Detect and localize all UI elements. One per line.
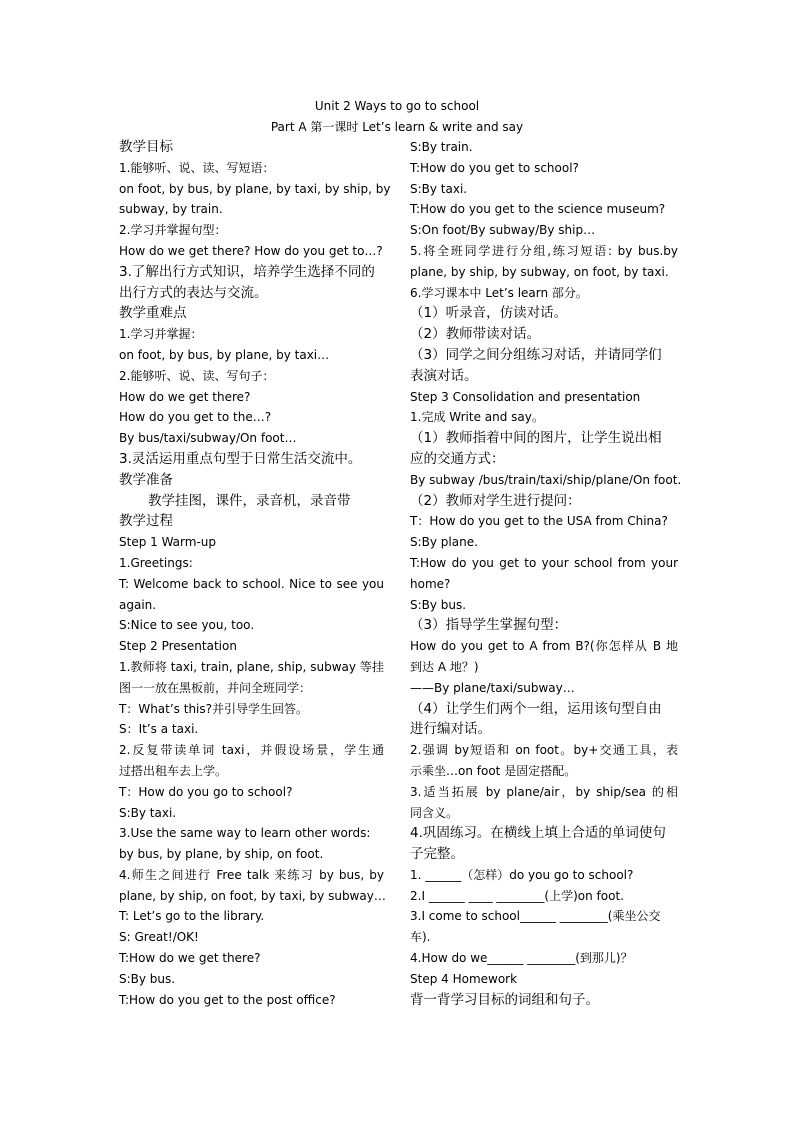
text-line: T：How do you get to the USA from China? bbox=[410, 514, 668, 529]
text-line: 3.I come to school______ ________(乘坐公交 bbox=[410, 909, 661, 924]
text-line: 教学准备 bbox=[119, 471, 173, 488]
text-line: S:By train. bbox=[410, 140, 473, 154]
text-line: （2）教师带读对话。 bbox=[410, 326, 541, 343]
text-line: 1.能够听、说、读、写短语： bbox=[119, 160, 275, 175]
text-line: T:How do you get to the science museum? bbox=[410, 202, 666, 217]
text-line: 到达 A 地？) bbox=[410, 659, 479, 674]
text-line: 示乘坐…on foot 是固定搭配。 bbox=[410, 763, 577, 778]
text-line: T:How do we get there? bbox=[119, 951, 261, 966]
text-line: 应的交通方式： bbox=[410, 450, 505, 467]
text-line: plane, by ship, on foot, by taxi, by subway… bbox=[119, 888, 386, 903]
text-line: S:Nice to see you, too. bbox=[119, 618, 255, 633]
text-line: Step 2 Presentation bbox=[119, 639, 237, 654]
text-line: 同含义。 bbox=[410, 805, 459, 820]
text-line: How do you get to A from B?(你怎样从 B 地 bbox=[410, 639, 678, 654]
text-line: 教学目标 bbox=[119, 139, 173, 155]
text-line: S:By bus. bbox=[410, 597, 467, 612]
text-line: 5.将全班同学进行分组,练习短语: by bus.by bbox=[410, 243, 678, 258]
text-line: 2.反复带读单词 taxi，并假设场景，学生通 bbox=[119, 743, 384, 758]
text-line: 教学过程 bbox=[119, 513, 173, 530]
text-line: 进行编对话。 bbox=[410, 721, 491, 738]
text-line: 过搭出租车去上学。 bbox=[119, 763, 228, 778]
text-line: 车). bbox=[410, 930, 431, 945]
document-subtitle: Part A 第一课时 Let’s learn & write and say bbox=[270, 120, 524, 134]
text-line: ——By plane/taxi/subway… bbox=[410, 680, 575, 695]
text-line: （4）让学生们两个一组，运用该句型自由 bbox=[410, 700, 662, 717]
text-line: How do you get to the…? bbox=[119, 410, 272, 425]
text-line: T:How do you get to the post office? bbox=[119, 992, 336, 1007]
text-line: 背一背学习目标的词组和句子。 bbox=[410, 991, 599, 1008]
text-line: （1）听录音，仿读对话。 bbox=[410, 305, 568, 322]
text-line: plane, by ship, by subway, on foot, by taxi. bbox=[410, 264, 669, 279]
text-line: 2.I ______ ____ ________(上学)on foot. bbox=[410, 888, 624, 903]
text-line: subway, by train. bbox=[119, 202, 223, 217]
text-line: 4.师生之间进行 Free talk 来练习 by bus, by bbox=[119, 867, 384, 882]
text-line: 表演对话。 bbox=[410, 367, 478, 384]
text-line: T：What’s this?并引导学生回答。 bbox=[119, 701, 309, 716]
text-line: 4.How do we______ ________(到那儿)？ bbox=[410, 951, 633, 966]
text-line: 1. ______（怎样）do you go to school? bbox=[410, 867, 634, 882]
text-line: 子完整。 bbox=[410, 846, 464, 863]
text-line: 教学挂图，课件，录音机，录音带 bbox=[148, 492, 351, 509]
text-line: home? bbox=[410, 576, 451, 591]
text-line: 1.教师将 taxi, train, plane, ship, subway 等挂 bbox=[119, 659, 384, 674]
text-line: （2）教师对学生进行提问： bbox=[410, 492, 581, 509]
text-line: 1.学习并掌握： bbox=[119, 327, 203, 342]
text-line: S: Great!/OK! bbox=[119, 930, 199, 945]
text-line: 出行方式的表达与交流。 bbox=[119, 284, 268, 301]
text-line: T:How do you get to school? bbox=[410, 160, 579, 175]
text-line: （3）同学之间分组练习对话，并请同学们 bbox=[410, 346, 662, 363]
text-line: S:By bus. bbox=[119, 971, 176, 986]
document-title: Unit 2 Ways to go to school bbox=[314, 99, 480, 113]
text-line: S:On foot/By subway/By ship… bbox=[410, 223, 596, 238]
text-line: on foot, by bus, by plane, by taxi, by ship, by bbox=[119, 181, 391, 196]
text-line: 3.适当拓展 by plane/air，by ship/sea 的相 bbox=[410, 784, 678, 799]
text-line: 2.强调 by短语和 on foot。by+交通工具，表 bbox=[410, 743, 678, 758]
text-line: 2.能够听、说、读、写句子： bbox=[119, 368, 275, 383]
text-line: （3）指导学生掌握句型： bbox=[410, 617, 568, 634]
text-line: Step 1 Warm-up bbox=[119, 535, 217, 550]
text-line: 3.Use the same way to learn other words: bbox=[119, 826, 371, 841]
text-line: How do we get there? bbox=[119, 389, 251, 404]
text-line: 图一一放在黑板前，并问全班同学： bbox=[119, 680, 312, 695]
text-line: 6.学习课本中 Let’s learn 部分。 bbox=[410, 285, 588, 300]
text-line: By subway /bus/train/taxi/ship/plane/On foot. bbox=[410, 472, 682, 487]
text-line: Step 3 Consolidation and presentation bbox=[410, 389, 641, 404]
text-line: T: Let’s go to the library. bbox=[119, 909, 265, 924]
text-line: again. bbox=[119, 597, 157, 612]
text-line: 2.学习并掌握句型： bbox=[119, 223, 227, 238]
text-line: S：It’s a taxi. bbox=[119, 722, 199, 737]
text-line: 教学重难点 bbox=[119, 305, 187, 322]
right-column bbox=[410, 137, 682, 1010]
text-line: Step 4 Homework bbox=[410, 971, 518, 986]
text-line: 1.完成 Write and say。 bbox=[410, 410, 544, 425]
text-line: T: Welcome back to school. Nice to see you bbox=[119, 576, 384, 591]
text-line: on foot, by bus, by plane, by taxi… bbox=[119, 347, 330, 362]
text-line: 3.灵活运用重点句型于日常生活交流中。 bbox=[119, 450, 362, 467]
text-line: T:How do you get to your school from your bbox=[410, 555, 678, 570]
left-column bbox=[119, 137, 391, 1010]
text-line: S:By taxi. bbox=[119, 805, 177, 820]
text-line: （1）教师指着中间的图片，让学生说出相 bbox=[410, 430, 662, 447]
text-line: How do we get there? How do you get to…? bbox=[119, 243, 383, 258]
text-line: 1.Greetings: bbox=[119, 555, 193, 570]
text-line: by bus, by plane, by ship, on foot. bbox=[119, 847, 324, 862]
text-line: 4.巩固练习。在横线上填上合适的单词使句 bbox=[410, 825, 666, 842]
text-line: T：How do you go to school? bbox=[119, 784, 293, 799]
text-line: S:By plane. bbox=[410, 535, 478, 550]
text-line: S:By taxi. bbox=[410, 181, 468, 196]
text-line: 3.了解出行方式知识，培养学生选择不同的 bbox=[119, 263, 375, 280]
text-line: By bus/taxi/subway/On foot… bbox=[119, 431, 297, 446]
